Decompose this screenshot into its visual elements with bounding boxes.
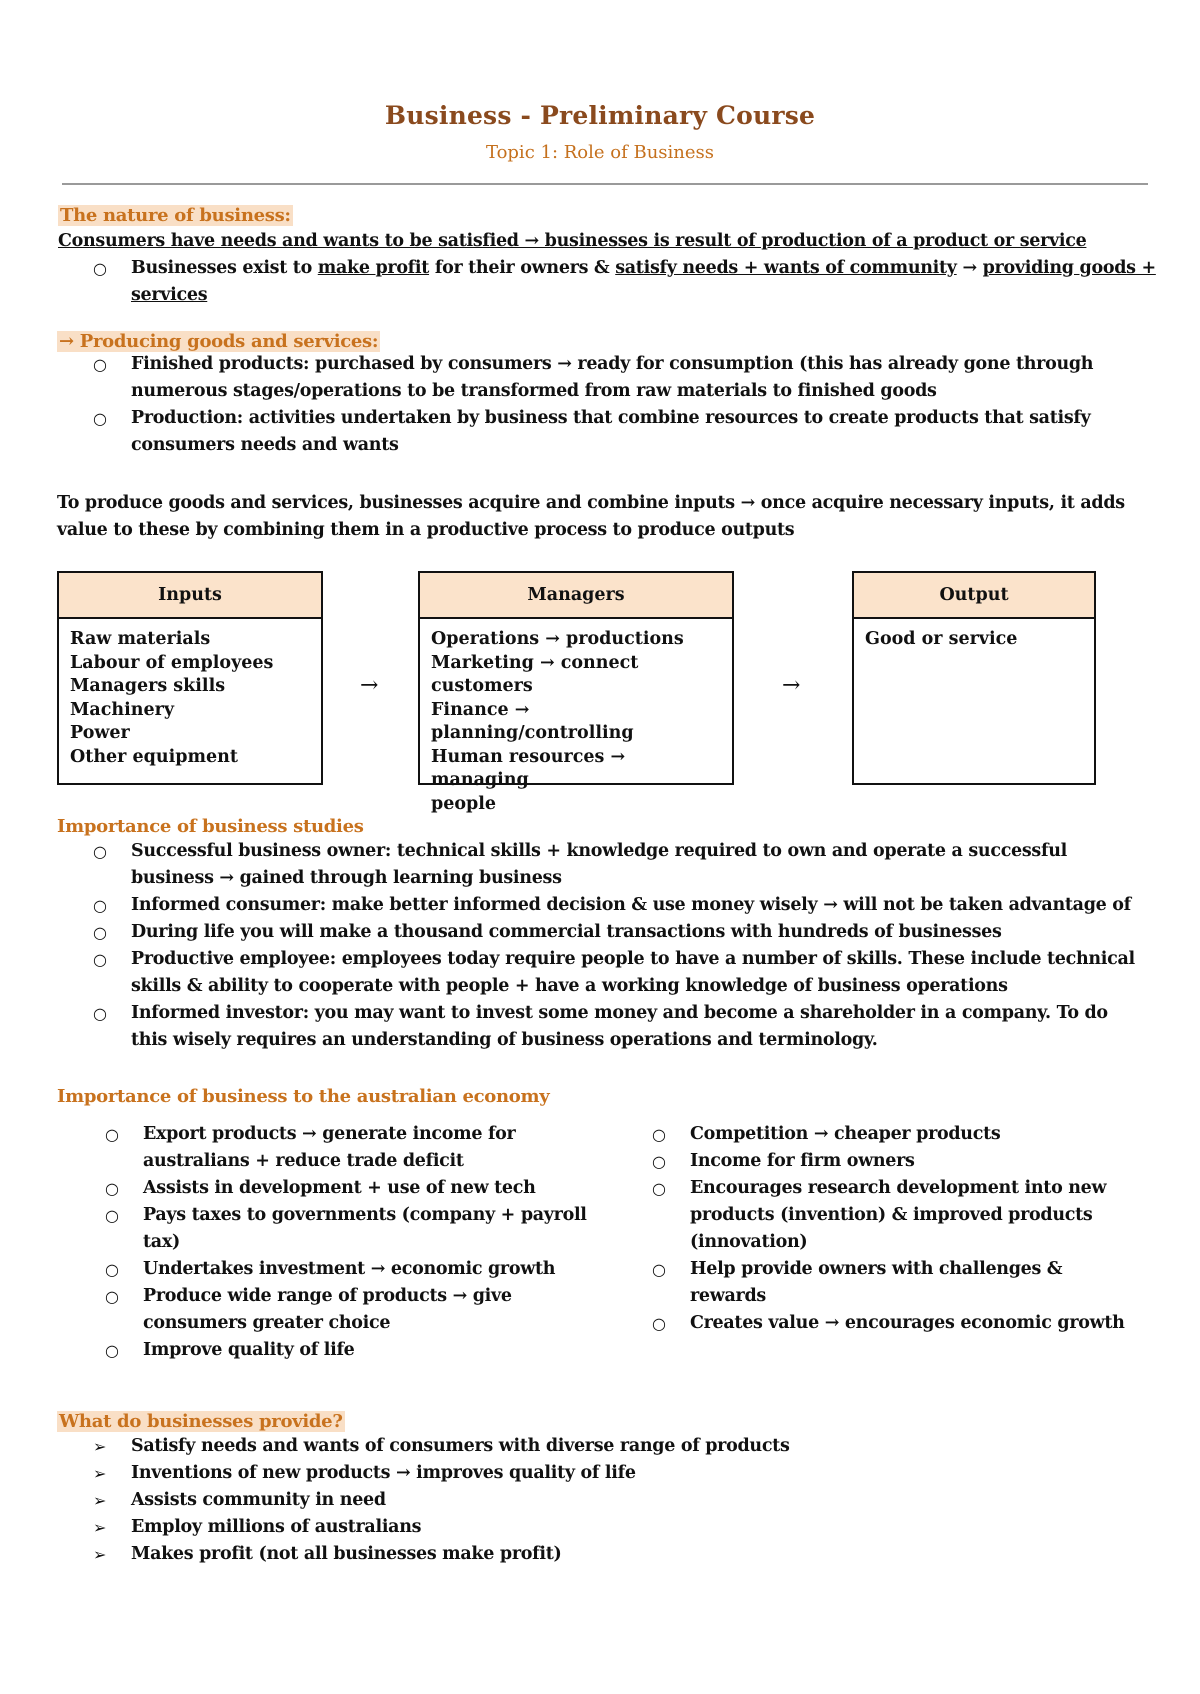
arrowhead-bullet-icon: ➢ [93,1491,107,1510]
document-subtitle: Topic 1: Role of Business [485,142,715,163]
producing-paragraph: To produce goods and services, businesses acquire and combine inputs → once acquire necessary inputs, it adds value to these by combining them in a productive process to produce outputs [57,493,1125,540]
list-item: ○ Produce wide range of products → give consumers greater choice [143,1283,603,1337]
list-item: ○ Successful business owner: technical skills + knowledge required to own and operate a successful business → gained through learning business [131,838,1141,892]
list-item: ➢ Satisfy needs and wants of consumers with diverse range of products [131,1433,1131,1460]
inputs-line: Other equipment [70,746,238,767]
bullet-circle-icon: ○ [652,1260,666,1279]
provide-heading: What do businesses provide? [59,1411,343,1432]
managers-line: Operations → productions [431,629,684,649]
bullet-circle-icon: ○ [105,1287,119,1306]
flow-arrow-icon: → [360,673,379,698]
managers-line: Marketing → connect customers [431,652,639,696]
nature-intro: Consumers have needs and wants to be satisfied → businesses is result of production of a product or service [58,231,1087,251]
list-item: ➢ Employ millions of australians [131,1514,1131,1541]
flow-arrow-icon: → [782,673,801,698]
list-item: ○ Productive employee: employees today require people to have a number of skills. These include technical skills & ability to cooperate with people + have a working knowledge of business operations [131,946,1141,1000]
economy-left-list [105,1121,603,1364]
list-item: ○ Pays taxes to governments (company + payroll tax) [143,1202,603,1256]
bullet-circle-icon: ○ [93,896,107,915]
managers-box-title: Managers [420,573,732,619]
inputs-line: Machinery [70,699,174,720]
bullet-circle-icon: ○ [652,1125,666,1144]
bullet-circle-icon: ○ [105,1179,119,1198]
bullet-circle-icon: ○ [105,1341,119,1360]
output-box-title: Output [854,573,1094,619]
output-line: Good or service [865,629,1018,649]
list-item: ○ Income for firm owners [690,1148,1130,1175]
output-box-body [854,619,1094,652]
economy-right-list [652,1121,1130,1337]
producing-heading: → Producing goods and services: [59,331,379,352]
inputs-line: Labour of employees [70,652,274,673]
studies-heading: Importance of business studies [57,816,364,837]
list-item: ○ Encourages research development into new products (invention) & improved products (innovation) [690,1175,1130,1256]
list-item: ○ Informed consumer: make better informed decision & use money wisely → will not be taken advantage of [131,892,1141,919]
arrowhead-bullet-icon: ➢ [93,1437,107,1456]
arrowhead-bullet-icon: ➢ [93,1464,107,1483]
list-item: ○ Competition → cheaper products [690,1121,1130,1148]
inputs-line: Power [70,723,130,743]
inputs-line: Raw materials [70,629,211,649]
producing-list [93,351,1166,459]
bullet-circle-icon: ○ [93,1004,107,1023]
bullet-circle-icon: ○ [652,1179,666,1198]
arrowhead-bullet-icon: ➢ [93,1518,107,1537]
bullet-circle-icon: ○ [93,259,107,278]
managers-line: Human resources → managing [431,746,626,790]
document-title: Business - Preliminary Course [384,101,816,130]
nature-heading: The nature of business: [60,205,291,226]
nature-bullet: ○ Businesses exist to make profit for their owners & satisfy needs + wants of community → providing goods + services [131,255,1200,309]
list-item: ○ Creates value → encourages economic growth [690,1310,1130,1337]
inputs-box [57,571,323,785]
list-item: ○ Finished products: purchased by consumers → ready for consumption (this has already gone through numerous stages/operations to be transformed from raw materials to finished goods [131,351,1166,405]
list-item: ○ Production: activities undertaken by business that combine resources to create products that satisfy consumers needs and wants [131,405,1166,459]
economy-heading: Importance of business to the australian economy [57,1086,550,1107]
list-item: ➢ Assists community in need [131,1487,1131,1514]
list-item: ○ During life you will make a thousand commercial transactions with hundreds of businesses [131,919,1141,946]
bullet-circle-icon: ○ [93,355,107,374]
managers-line: people [431,793,497,814]
inputs-box-title: Inputs [59,573,321,619]
output-box [852,571,1096,785]
list-item: ○ Undertakes investment → economic growth [143,1256,603,1283]
list-item: ○ Informed investor: you may want to invest some money and become a shareholder in a company. To do this wisely requires an understanding of business operations and terminology. [131,1000,1141,1054]
bullet-circle-icon: ○ [652,1314,666,1333]
list-item: ○ Export products → generate income for australians + reduce trade deficit [143,1121,603,1175]
bullet-circle-icon: ○ [93,923,107,942]
provide-list [93,1433,1131,1568]
list-item: ➢ Inventions of new products → improves quality of life [131,1460,1131,1487]
bullet-circle-icon: ○ [105,1125,119,1144]
list-item: ○ Help provide owners with challenges & rewards [690,1256,1130,1310]
list-item: ➢ Makes profit (not all businesses make profit) [131,1541,1131,1568]
managers-line: Finance → planning/controlling [431,699,634,743]
bullet-circle-icon: ○ [93,842,107,861]
list-item: ○ Improve quality of life [143,1337,603,1364]
bullet-circle-icon: ○ [652,1152,666,1171]
bullet-circle-icon: ○ [105,1260,119,1279]
bullet-circle-icon: ○ [93,409,107,428]
title-divider [62,183,1148,185]
bullet-circle-icon: ○ [105,1206,119,1225]
list-item: ○ Assists in development + use of new tech [143,1175,603,1202]
arrowhead-bullet-icon: ➢ [93,1545,107,1564]
studies-list [93,838,1141,1054]
inputs-box-body [59,619,321,769]
managers-box [418,571,734,814]
managers-box-body [420,619,732,816]
bullet-circle-icon: ○ [93,950,107,969]
inputs-line: Managers skills [70,676,226,696]
